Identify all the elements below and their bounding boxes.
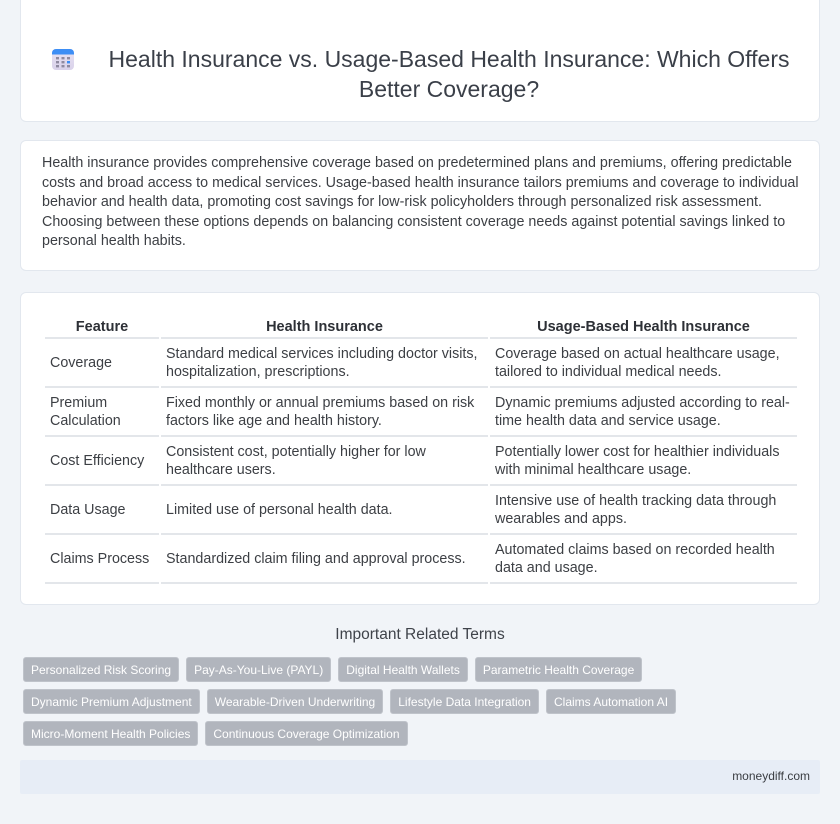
tag-continuous-coverage-optimization[interactable]: Continuous Coverage Optimization — [205, 721, 407, 746]
table-row — [45, 486, 797, 535]
related-terms-tags — [20, 657, 820, 753]
footer — [20, 760, 820, 794]
page-title: Health Insurance vs. Usage-Based Health Insurance: Which Offers Better Coverage? — [108, 46, 790, 102]
tag-wearable-driven-underwriting[interactable]: Wearable-Driven Underwriting — [207, 689, 384, 714]
tag-pay-as-you-live[interactable]: Pay-As-You-Live (PAYL) — [186, 657, 331, 682]
usage-based-cell: Automated claims based on recorded health data and usage. — [490, 535, 797, 584]
column-header-feature: Feature — [45, 313, 159, 339]
table-row — [45, 388, 797, 437]
health-insurance-cell: Consistent cost, potentially higher for low healthcare users. — [161, 437, 488, 486]
tag-claims-automation-ai[interactable]: Claims Automation AI — [546, 689, 676, 714]
usage-based-cell: Potentially lower cost for healthier individuals with minimal healthcare usage. — [490, 437, 797, 486]
tag-personalized-risk-scoring[interactable]: Personalized Risk Scoring — [23, 657, 179, 682]
feature-cell: Coverage — [45, 339, 159, 388]
related-terms-title: Important Related Terms — [335, 626, 505, 643]
usage-based-cell: Coverage based on actual healthcare usage, tailored to individual medical needs. — [490, 339, 797, 388]
health-insurance-cell: Limited use of personal health data. — [161, 486, 488, 535]
tag-micro-moment-health-policies[interactable]: Micro-Moment Health Policies — [23, 721, 198, 746]
summary-text: Health insurance provides comprehensive coverage based on predetermined plans and premiums, offering predictable costs and broad access to medical services. Usage-based health insurance tailors premiums and coverage to individual behavior and health data, promoting cost savings for low-risk policyholders through personalized risk assessment. Choosing between these options depends on balancing consistent coverage needs against potential savings linked to personal health habits. — [42, 155, 799, 249]
table-row — [45, 535, 797, 584]
health-insurance-cell: Fixed monthly or annual premiums based on risk factors like age and health history. — [161, 388, 488, 437]
table-header-row — [45, 313, 797, 339]
summary-card — [20, 140, 820, 271]
feature-cell: Data Usage — [45, 486, 159, 535]
tag-parametric-health-coverage[interactable]: Parametric Health Coverage — [475, 657, 642, 682]
feature-cell: Premium Calculation — [45, 388, 159, 437]
usage-based-cell: Dynamic premiums adjusted according to real-time health data and service usage. — [490, 388, 797, 437]
table-row — [45, 437, 797, 486]
related-terms-section — [20, 624, 820, 753]
feature-cell: Cost Efficiency — [45, 437, 159, 486]
footer-site-link[interactable]: moneydiff.com — [732, 769, 810, 783]
feature-cell: Claims Process — [45, 535, 159, 584]
tag-digital-health-wallets[interactable]: Digital Health Wallets — [338, 657, 468, 682]
table-row — [45, 339, 797, 388]
comparison-table — [43, 313, 799, 584]
header — [49, 44, 809, 104]
comparison-table-card — [20, 292, 820, 605]
tag-lifestyle-data-integration[interactable]: Lifestyle Data Integration — [390, 689, 539, 714]
header-card — [20, 0, 820, 122]
health-insurance-cell: Standard medical services including doctor visits, hospitalization, prescriptions. — [161, 339, 488, 388]
tag-dynamic-premium-adjustment[interactable]: Dynamic Premium Adjustment — [23, 689, 200, 714]
health-insurance-cell: Standardized claim filing and approval process. — [161, 535, 488, 584]
column-header-health-insurance: Health Insurance — [161, 313, 488, 339]
usage-based-cell: Intensive use of health tracking data through wearables and apps. — [490, 486, 797, 535]
calendar-icon — [51, 47, 75, 71]
column-header-usage-based: Usage-Based Health Insurance — [490, 313, 797, 339]
